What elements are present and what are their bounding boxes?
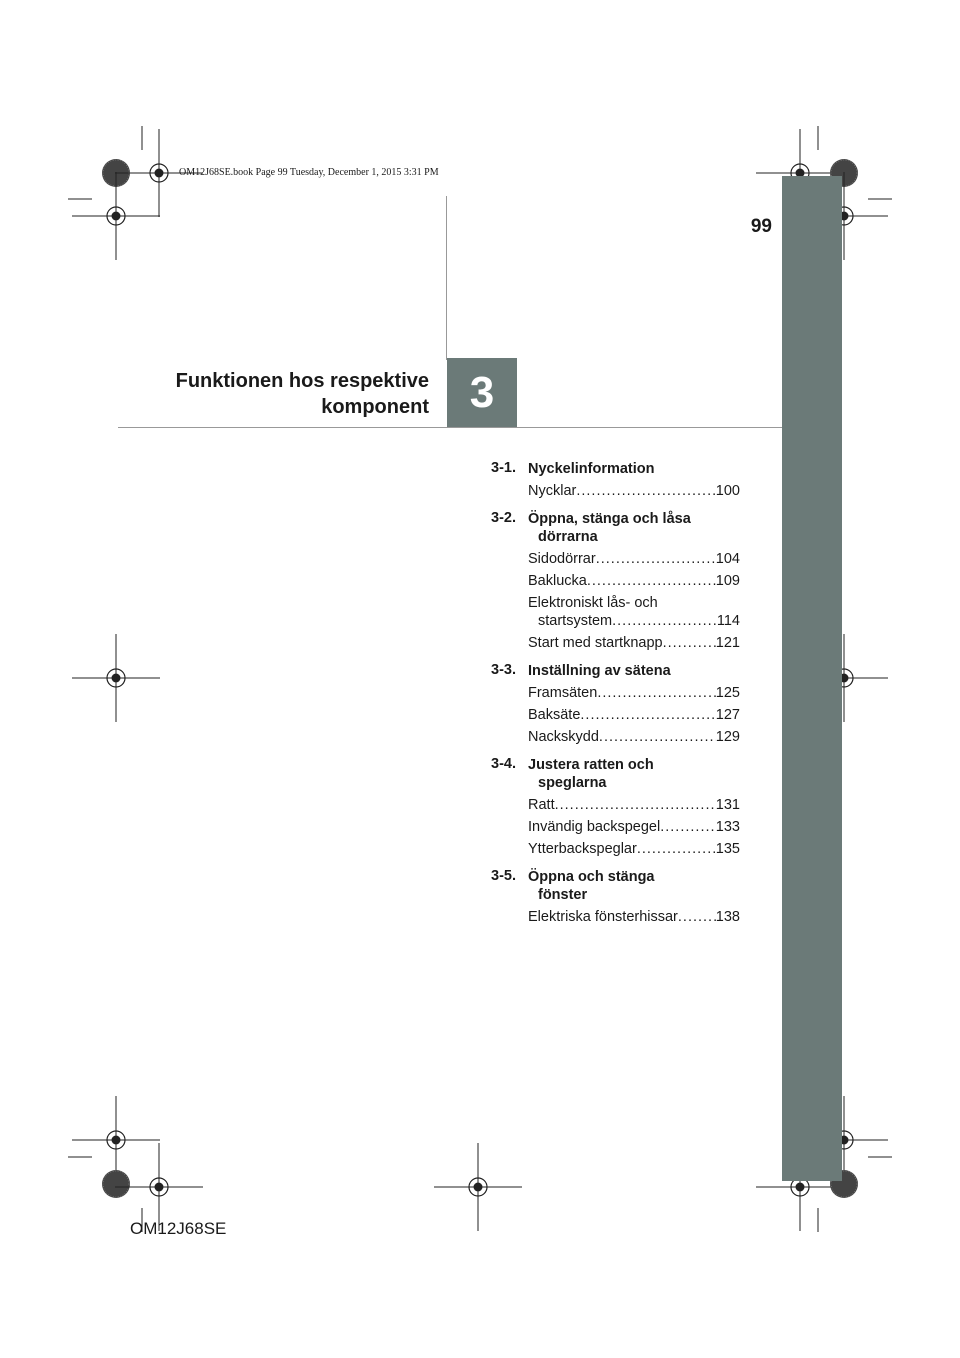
section-number: 3-5. <box>491 868 516 884</box>
toc-entry[interactable]: Elektroniskt lås- och startsystem ..... 114 <box>491 594 740 630</box>
section-title: Öppna och stänga fönster <box>528 869 655 903</box>
table-of-contents <box>491 460 740 936</box>
toc-section-3-2 <box>491 510 740 652</box>
section-title: Öppna, stänga och låsa dörrarna <box>528 511 691 545</box>
toc-entry[interactable]: Ratt ..... 131 <box>528 796 740 814</box>
toc-section-3-5 <box>491 868 740 926</box>
section-number: 3-3. <box>491 662 516 678</box>
toc-section-3-3 <box>491 662 740 746</box>
chapter-title <box>69 368 429 420</box>
toc-entry[interactable]: Nackskydd ..... 129 <box>528 728 740 746</box>
chapter-title-line2: komponent <box>321 396 429 418</box>
page-number: 99 <box>750 216 772 237</box>
toc-entry[interactable]: Ytterbackspeglar ..... 135 <box>528 840 740 858</box>
vertical-divider <box>446 196 447 360</box>
section-title: Inställning av sätena <box>528 663 671 679</box>
toc-entry[interactable]: Baklucka ..... 109 <box>528 572 740 590</box>
toc-section-3-4 <box>491 756 740 858</box>
book-info: OM12J68SE.book Page 99 Tuesday, December 1, 2015 3:31 PM <box>179 167 439 178</box>
chapter-title-line1: Funktionen hos respektive <box>175 370 429 392</box>
section-number: 3-1. <box>491 460 516 476</box>
section-number: 3-2. <box>491 510 516 526</box>
section-title: Nyckelinformation <box>528 461 655 477</box>
chapter-sidebar-tab <box>782 176 842 1181</box>
section-title: Justera ratten och speglarna <box>528 757 654 791</box>
toc-entry[interactable]: Framsäten ..... 125 <box>528 684 740 702</box>
horizontal-divider <box>118 427 782 428</box>
toc-entry[interactable]: Nycklar ..... 100 <box>528 482 740 500</box>
toc-entry[interactable]: Elektriska fönsterhissar ..... 138 <box>528 908 740 926</box>
footer-code: OM12J68SE <box>130 1219 227 1238</box>
toc-section-3-1 <box>491 460 740 500</box>
toc-entry[interactable]: Baksäte ..... 127 <box>528 706 740 724</box>
chapter-number-box <box>447 358 517 428</box>
chapter-number: 3 <box>469 368 495 417</box>
toc-entry[interactable]: Start med startknapp ..... 121 <box>528 634 740 652</box>
toc-entry[interactable]: Sidodörrar ..... 104 <box>528 550 740 568</box>
section-number: 3-4. <box>491 756 516 772</box>
toc-entry[interactable]: Invändig backspegel ..... 133 <box>528 818 740 836</box>
